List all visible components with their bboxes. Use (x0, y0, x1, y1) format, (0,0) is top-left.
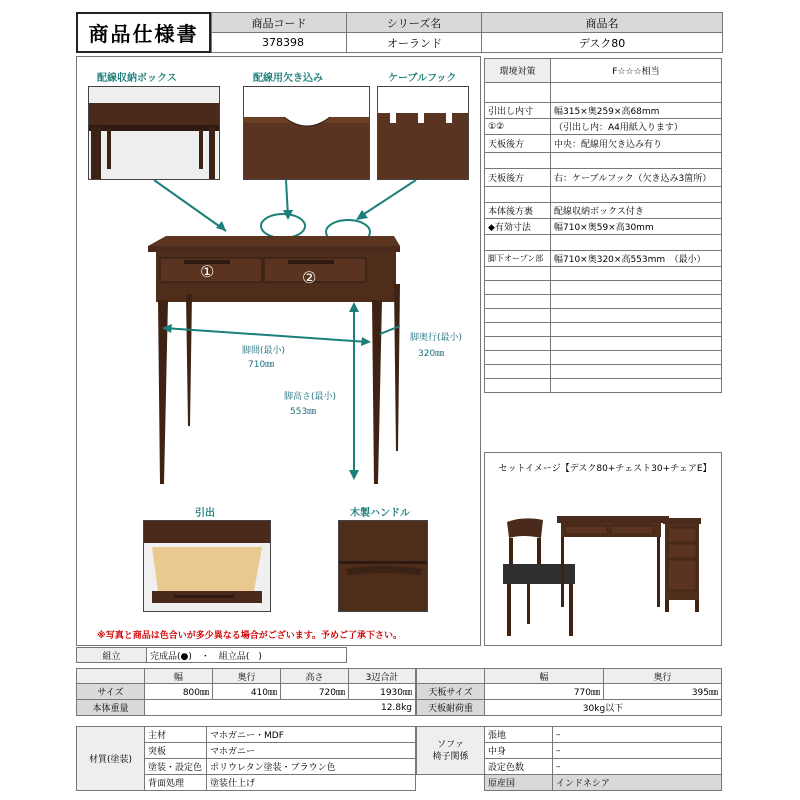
size-width: 800㎜ (145, 684, 213, 700)
product-code-value: 378398 (212, 33, 347, 53)
product-code-header: 商品コード (212, 13, 347, 33)
product-name-value: デスク80 (482, 33, 723, 53)
spec-value: 右：ケーブルフック（欠き込み3箇所） (551, 169, 722, 187)
material-value: マホガニー・MDF (207, 727, 416, 743)
top-load-value: 30kg以下 (485, 700, 722, 716)
leg-depth-label: 脚奥行(最小) (410, 333, 463, 343)
leg-depth-value: 320㎜ (418, 349, 445, 359)
size-table (76, 668, 416, 716)
top-col-depth: 奥行 (604, 669, 722, 684)
spec-label: 引出し内寸 (485, 103, 551, 119)
leg-span-label: 脚間(最小) (242, 346, 286, 356)
spec-value: 幅315×奥259×高68mm (551, 103, 722, 119)
header-table (211, 12, 723, 53)
origin-label: 原産国 (485, 775, 553, 791)
assembly-label: 組立 (77, 648, 147, 663)
col-sum: 3辺合計 (349, 669, 416, 684)
material-label: 突板 (145, 743, 207, 759)
spec-label: 本体後方裏 (485, 203, 551, 219)
leg-height-value: 553㎜ (290, 407, 317, 417)
set-image-caption: セットイメージ【デスク80+チェスト30+チェアE】 (498, 464, 712, 474)
series-header: シリーズ名 (347, 13, 482, 33)
drawer-1-label: ① (200, 262, 215, 281)
material-value: ポリウレタン塗装・ブラウン色 (207, 759, 416, 775)
spec-label: ◆有効寸法 (485, 219, 551, 235)
spec-label: 環境対策 (485, 59, 551, 83)
spec-value (551, 235, 722, 251)
document-title: 商品仕様書 (88, 22, 199, 46)
spec-label (485, 153, 551, 169)
callout-wooden-handle: 木製ハンドル (350, 508, 410, 519)
spec-label: 脚下オープン部 (485, 251, 551, 267)
sofa-group-label (417, 727, 485, 775)
spec-value: 幅710×奥320×高553mm （最小） (551, 251, 722, 267)
spec-value (551, 187, 722, 203)
photo-wiring-notch (243, 86, 370, 180)
sofa-value: – (553, 759, 722, 775)
series-value: オーランド (347, 33, 482, 53)
callout-drawer: 引出 (195, 508, 215, 519)
col-width: 幅 (145, 669, 213, 684)
size-sum: 1930㎜ (349, 684, 416, 700)
assembly-table (76, 647, 722, 663)
spec-label: ①② (485, 119, 551, 135)
sofa-label: 設定色数 (485, 759, 553, 775)
spec-value: 中央：配線用欠き込み有り (551, 135, 722, 153)
set-image-photo (493, 508, 715, 640)
spec-label (485, 187, 551, 203)
sofa-label: 中身 (485, 743, 553, 759)
spec-value (551, 153, 722, 169)
material-label: 主材 (145, 727, 207, 743)
callout-cable-hook: ケーブルフック (388, 73, 457, 84)
photo-wooden-handle (338, 520, 428, 612)
spec-value: 配線収納ボックス付き (551, 203, 722, 219)
top-size-label: 天板サイズ (417, 684, 485, 700)
spec-value (551, 83, 722, 103)
spec-value: 幅710×奥59×高30mm (551, 219, 722, 235)
material-group-label: 材質(塗装) (77, 727, 145, 791)
callout-wiring-box: 配線収納ボックス (97, 73, 177, 84)
photo-drawer-open (143, 520, 271, 612)
material-value: 塗装仕上げ (207, 775, 416, 791)
top-depth: 395㎜ (604, 684, 722, 700)
col-height: 高さ (281, 669, 349, 684)
material-label: 塗装・設定色 (145, 759, 207, 775)
product-name-header: 商品名 (482, 13, 723, 33)
spec-value: （引出し内：A4用紙入ります） (551, 119, 722, 135)
spec-label: 天板後方 (485, 169, 551, 187)
assembly-value: 完成品(●) ・ 組立品( ) (147, 648, 347, 663)
top-load-label: 天板耐荷重 (417, 700, 485, 716)
spec-label (485, 83, 551, 103)
top-col-width: 幅 (485, 669, 604, 684)
sofa-label: 張地 (485, 727, 553, 743)
material-label: 背面処理 (145, 775, 207, 791)
sofa-value: – (553, 727, 722, 743)
row-weight-label: 本体重量 (77, 700, 145, 716)
spec-table (484, 58, 722, 393)
material-table (76, 726, 416, 791)
callout-wiring-notch: 配線用欠き込み (253, 73, 323, 84)
photo-wiring-box (88, 86, 220, 180)
weight-value: 12.8kg (145, 700, 416, 716)
col-depth: 奥行 (213, 669, 281, 684)
leg-height-label: 脚高さ(最小) (284, 392, 337, 402)
document-title-box (76, 12, 211, 53)
photo-cable-hook (377, 86, 469, 180)
row-size-label: サイズ (77, 684, 145, 700)
color-disclaimer-note: ※写真と商品は色合いが多少異なる場合がございます。予めご了承下さい。 (97, 631, 403, 641)
spec-label (485, 235, 551, 251)
origin-value: インドネシア (553, 775, 722, 791)
sofa-value: – (553, 743, 722, 759)
material-value: マホガニー (207, 743, 416, 759)
top-size-table (416, 668, 722, 716)
drawer-2-label: ② (302, 268, 317, 287)
size-depth: 410㎜ (213, 684, 281, 700)
spec-value: F☆☆☆相当 (551, 59, 722, 83)
top-width: 770㎜ (485, 684, 604, 700)
size-height: 720㎜ (281, 684, 349, 700)
sofa-group-label-text: ソファ 椅子関係 (432, 739, 469, 762)
spec-label: 天板後方 (485, 135, 551, 153)
leg-span-value: 710㎜ (248, 360, 275, 370)
sofa-table (416, 726, 722, 791)
